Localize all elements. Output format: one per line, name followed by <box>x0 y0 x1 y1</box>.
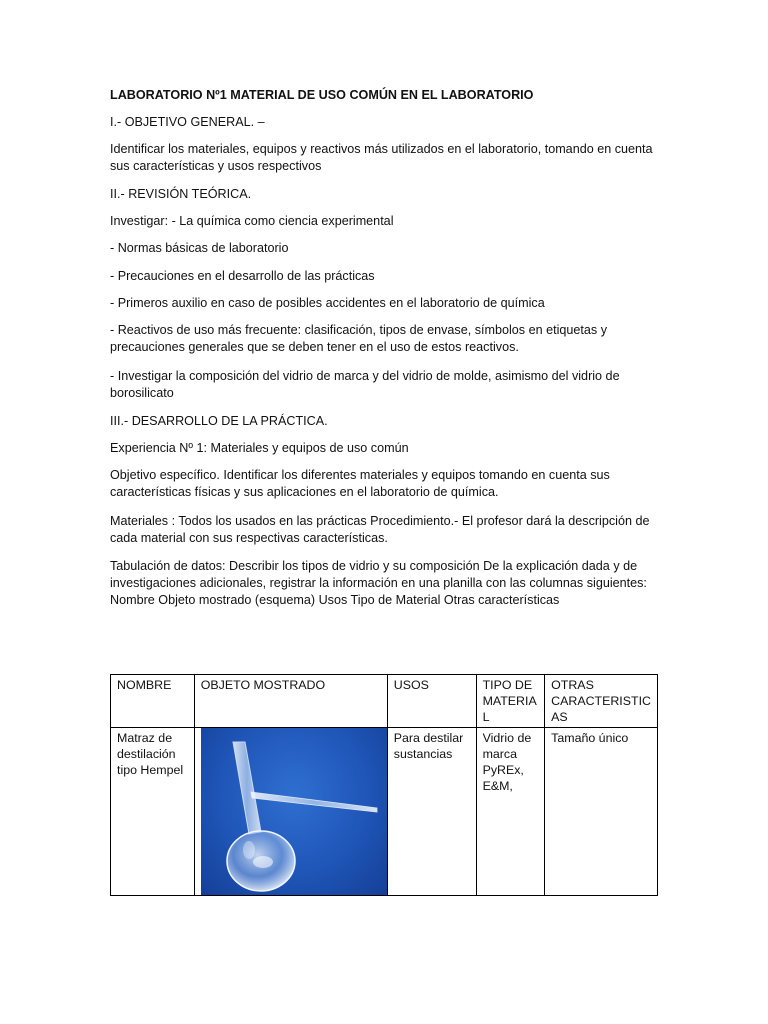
investigate-item: Investigar: - La química como ciencia experimental <box>110 214 394 228</box>
investigate-item: - Normas básicas de laboratorio <box>110 241 289 255</box>
cell-objeto <box>194 728 387 896</box>
investigate-item: - Reactivos de uso más frecuente: clasificación, tipos de envase, símbolos en etiquetas y precauciones generales que se deben tener en el uso de estos reactivos. <box>110 323 608 354</box>
tabulation-text: Tabulación de datos: Describir los tipos de vidrio y su composición De la explicación dada y de investigaciones adicionales, registrar la información en una planilla con las columnas siguientes: Nombre Objeto mostrado (esquema) Usos Tipo de Material Otras características <box>110 559 647 607</box>
materials-table <box>110 674 658 896</box>
cell-otras: Tamaño único <box>545 728 658 896</box>
experience-heading: Experiencia Nº 1: Materiales y equipos de uso común <box>110 441 409 455</box>
flask-photo <box>201 728 387 895</box>
cell-tipo: Vidrio de marca PyREx, E&M, <box>476 728 545 896</box>
header-otras: OTRAS CARACTERISTIC AS <box>545 675 658 728</box>
investigate-item: - Investigar la composición del vidrio de marca y del vidrio de molde, asimismo del vidrio de borosilicato <box>110 369 620 400</box>
header-usos: USOS <box>387 675 476 728</box>
objective-text: Identificar los materiales, equipos y reactivos más utilizados en el laboratorio, tomando en cuenta sus características y usos respectivos <box>110 142 653 173</box>
table-row <box>111 728 658 896</box>
objective-heading: I.- OBJETIVO GENERAL. – <box>110 115 265 129</box>
header-tipo: TIPO DE MATERIA L <box>476 675 545 728</box>
specific-objective: Objetivo específico. Identificar los diferentes materiales y equipos tomando en cuenta sus características físicas y sus aplicaciones en el laboratorio de química. <box>110 468 610 499</box>
cell-usos: Para destilar sustancias <box>387 728 476 896</box>
header-objeto: OBJETO MOSTRADO <box>194 675 387 728</box>
investigate-item: - Primeros auxilio en caso de posibles accidentes en el laboratorio de química <box>110 296 545 310</box>
distillation-flask-image <box>201 728 387 895</box>
development-heading: III.- DESARROLLO DE LA PRÁCTICA. <box>110 414 328 428</box>
header-nombre: NOMBRE <box>111 675 195 728</box>
materials-text: Materiales : Todos los usados en las prácticas Procedimiento.- El profesor dará la descripción de cada material con sus respectivas características. <box>110 514 650 545</box>
cell-nombre: Matraz de destilación tipo Hempel <box>111 728 195 896</box>
document-title: LABORATORIO Nº1 MATERIAL DE USO COMÚN EN EL LABORATORIO <box>110 88 534 102</box>
review-heading: II.- REVISIÓN TEÓRICA. <box>110 187 252 201</box>
investigate-item: - Precauciones en el desarrollo de las prácticas <box>110 269 375 283</box>
table-header-row <box>111 675 658 728</box>
